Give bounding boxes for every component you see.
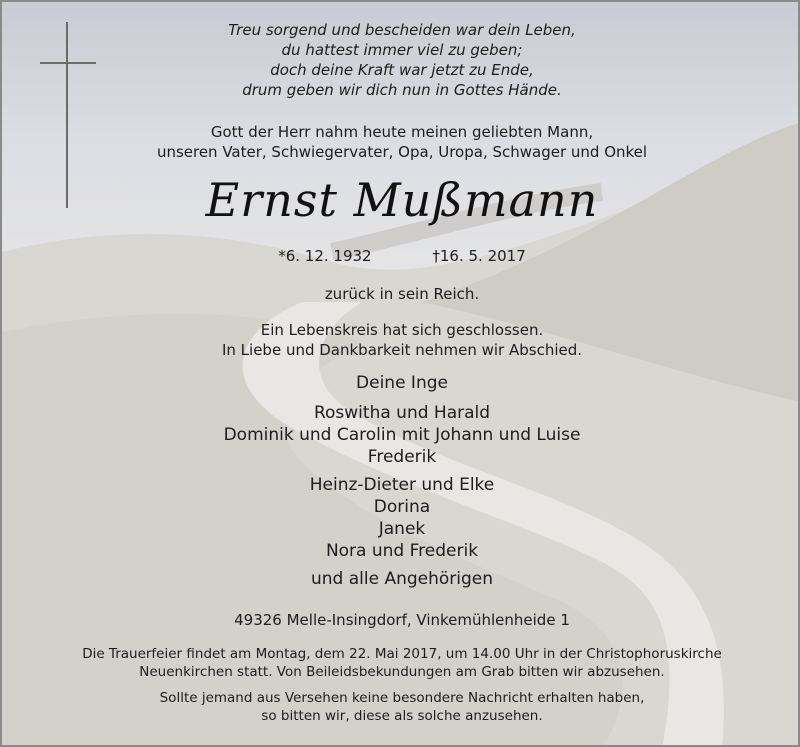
family-member: Janek (378, 519, 426, 539)
notification-notice (2, 689, 800, 725)
poem-line: drum geben wir dich nun in Gottes Hände. (242, 81, 562, 99)
reich-text: zurück in sein Reich. (324, 285, 480, 303)
notice-line: so bitten wir, diese als solche anzusehen. (261, 708, 543, 724)
life-dates (2, 246, 800, 266)
farewell-line: In Liebe und Dankbarkeit nehmen wir Abschied. (221, 341, 583, 359)
family-member: Roswitha und Harald (313, 403, 491, 423)
death-date: †16. 5. 2017 (432, 247, 526, 265)
family-member: Dorina (373, 497, 431, 517)
poem-line: Treu sorgend und bescheiden war dein Leben, (228, 21, 576, 39)
funeral-notice (2, 645, 800, 681)
family-group-2 (2, 474, 800, 562)
address: 49326 Melle-Insingdorf, Vinkemühlenheide 1 (234, 611, 570, 629)
family-member: und alle Angehörigen (310, 569, 494, 589)
farewell-line: Ein Lebenskreis hat sich geschlossen. (260, 321, 544, 339)
notice-line: Sollte jemand aus Versehen keine besondere Nachricht erhalten haben, (159, 690, 645, 706)
family-member: Deine Inge (356, 373, 448, 393)
family-member: Frederik (367, 447, 437, 467)
notice-line: Neuenkirchen statt. Von Beileidsbekundungen am Grab bitten wir abzusehen. (139, 664, 665, 680)
farewell-text (2, 320, 800, 360)
family-member: Heinz-Dieter und Elke (309, 475, 495, 495)
intro-text (2, 122, 800, 162)
poem (2, 20, 800, 100)
family-group-relatives (2, 568, 800, 590)
family-group-1 (2, 402, 800, 468)
birth-date: *6. 12. 1932 (278, 247, 372, 265)
family-group-spouse (2, 372, 800, 394)
family-member: Dominik und Carolin mit Johann und Luise (223, 425, 581, 445)
family-member: Nora und Frederik (325, 541, 479, 561)
deceased-name: Ernst Mußmann (205, 173, 599, 227)
poem-line: du hattest immer viel zu geben; (281, 41, 523, 59)
intro-line: Gott der Herr nahm heute meinen geliebten Mann, (210, 123, 594, 141)
notice-line: Die Trauerfeier findet am Montag, dem 22. Mai 2017, um 14.00 Uhr in der Christophoruskirche (82, 646, 722, 662)
intro-line: unseren Vater, Schwiegervater, Opa, Uropa, Schwager und Onkel (156, 143, 648, 161)
poem-line: doch deine Kraft war jetzt zu Ende, (270, 61, 534, 79)
